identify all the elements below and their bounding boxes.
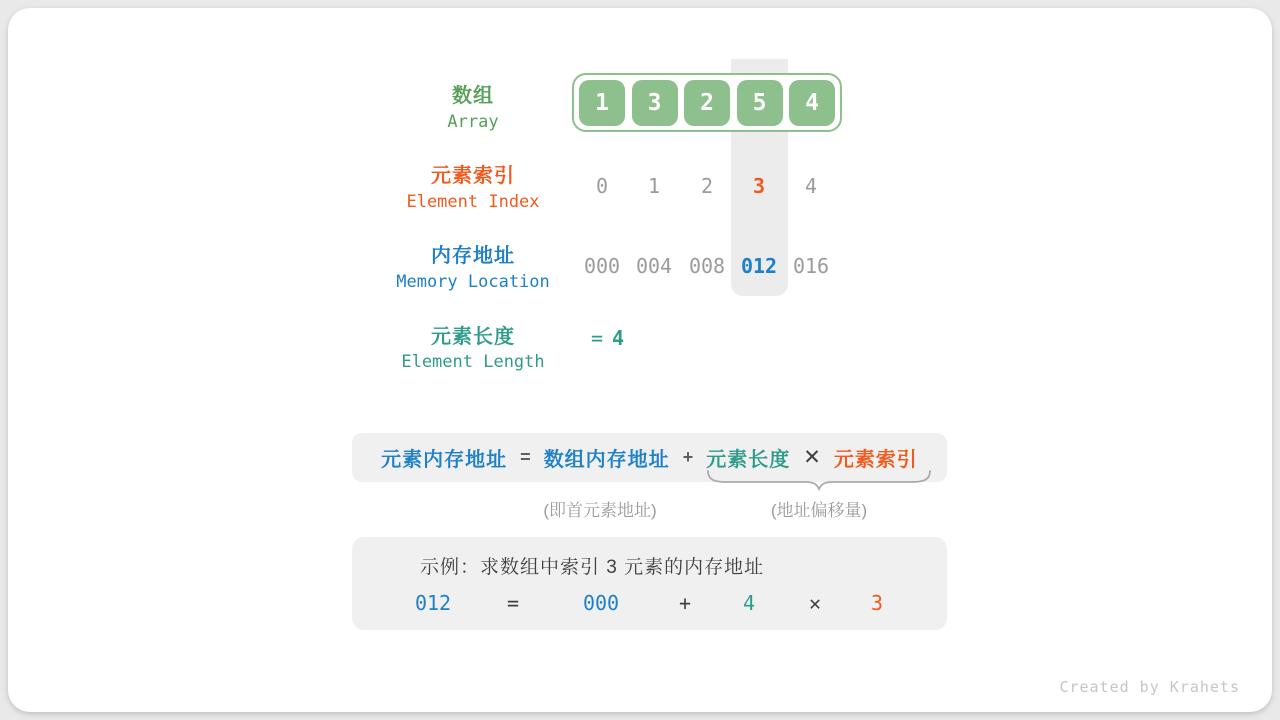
example-title: 示例：求数组中索引 3 元素的内存地址 [420, 557, 765, 578]
array-cell: 2 [684, 80, 730, 126]
formula-result: 元素内存地址 [381, 449, 508, 471]
formula-times-sign: ✕ [803, 446, 821, 469]
formula-index: 元素索引 [833, 449, 918, 471]
formula-equals-sign: = [520, 447, 531, 467]
memory-label-zh: 内存地址 [431, 245, 515, 267]
formula-length: 元素长度 [706, 449, 791, 471]
array-container [572, 73, 842, 132]
array-cell: 3 [632, 80, 678, 126]
index-value: 0 [595, 174, 609, 198]
length-value: 4 [611, 326, 625, 350]
annotation-offset: (地址偏移量) [770, 501, 868, 520]
formula-base: 数组内存地址 [543, 449, 670, 471]
length-equals-sign: = [590, 326, 604, 350]
formula-plus-sign: + [682, 447, 694, 467]
array-cell: 4 [789, 80, 835, 126]
index-label-zh: 元素索引 [431, 165, 515, 187]
underbrace-icon [706, 469, 932, 491]
index-value: 1 [647, 174, 661, 198]
memory-value: 000 [583, 254, 621, 278]
example-index: 3 [870, 591, 884, 615]
index-value-highlighted: 3 [752, 174, 766, 198]
index-value: 2 [700, 174, 714, 198]
example-result: 012 [414, 591, 452, 615]
example-times-sign: ✕ [808, 591, 822, 615]
memory-label-en: Memory Location [396, 272, 550, 292]
memory-value: 004 [635, 254, 673, 278]
example-base: 000 [582, 591, 620, 615]
example-plus-sign: + [678, 591, 692, 615]
credit-text: Created by Krahets [1059, 678, 1240, 696]
index-value: 4 [804, 174, 818, 198]
example-box [352, 537, 947, 630]
length-label-zh: 元素长度 [431, 326, 515, 348]
array-cell: 1 [579, 80, 625, 126]
length-label-en: Element Length [401, 352, 545, 372]
index-label-en: Element Index [406, 192, 540, 212]
array-label-zh: 数组 [452, 85, 494, 107]
example-equals-sign: = [506, 591, 520, 615]
annotation-base: (即首元素地址) [543, 501, 657, 520]
memory-value: 008 [688, 254, 726, 278]
array-label-en: Array [447, 112, 499, 132]
array-cell: 5 [737, 80, 783, 126]
memory-value: 016 [792, 254, 830, 278]
example-length: 4 [742, 591, 756, 615]
memory-value-highlighted: 012 [740, 254, 778, 278]
